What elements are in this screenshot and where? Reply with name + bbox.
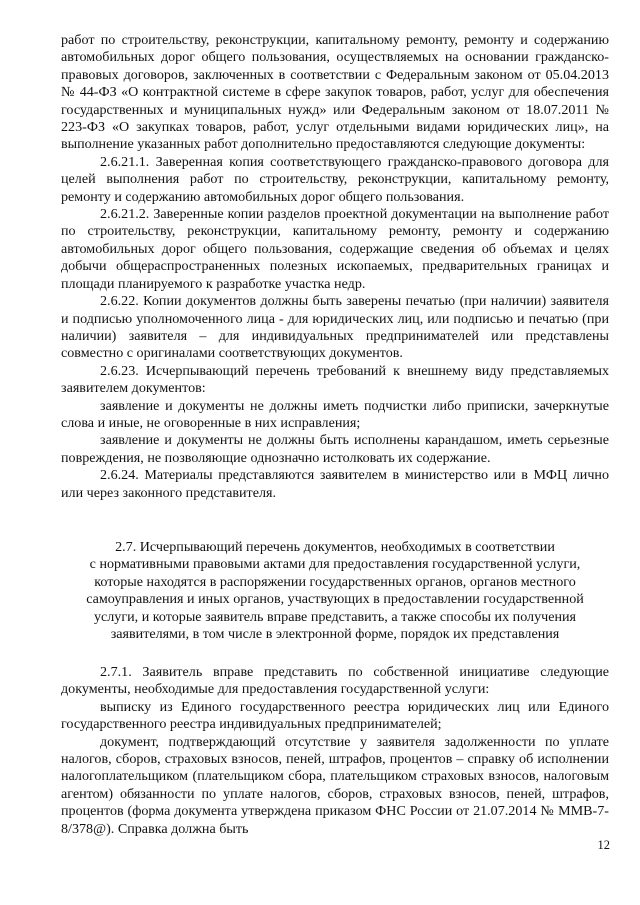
paragraph-2-6-23: 2.6.23. Исчерпывающий перечень требований к внешнему виду представляемых заявителем документов: (61, 362, 609, 397)
section-heading-line: 2.7. Исчерпывающий перечень документов, необходимых в соответствии (115, 539, 555, 555)
section-heading-line: с нормативными правовыми актами для предоставления государственной услуги, (89, 556, 581, 573)
section-heading-line: заявителями, в том числе в электронной форме, порядок их представления (110, 626, 560, 643)
document-body-bottom (61, 664, 609, 838)
paragraph-2-6-24: 2.6.24. Материалы представляются заявителем в министерство или в МФЦ лично или через законного представителя. (61, 467, 609, 501)
paragraph-2-6-21-2: 2.6.21.2. Заверенные копии разделов проектной документации на выполнение работ по строительству, реконструкции, капитальному ремонту, ремонту и содержанию автомобильных дорог общего пользования, содержащие сведения об объемах и целях добычи общераспространенных полезных ископаемых, предварительных границах и площади планируемого к разработке участка недр. (61, 206, 609, 292)
section-heading-2-7 (61, 539, 609, 643)
document-body-top (61, 32, 609, 502)
paragraph-2-7-1: 2.7.1. Заявитель вправе представить по собственной инициативе следующие документы, необходимые для предоставления государственной услуги: (61, 664, 609, 698)
paragraph-requirement-2: заявление и документы не должны быть исполнены карандашом, иметь серьезные повреждения, не позволяющие однозначно истолковать их содержание. (61, 432, 609, 466)
paragraph-egrul-extract: выписку из Единого государственного реестра юридических лиц или Единого государственного реестра индивидуальных предпринимателей; (61, 698, 609, 733)
section-heading-line: самоуправления и иных органов, участвующих в предоставлении государственной (86, 591, 584, 608)
paragraph-requirement-1: заявление и документы не должны иметь подчистки либо приписки, зачеркнутые слова и иные, не оговоренные в них исправления; (61, 397, 609, 431)
section-heading-line: которые находятся в распоряжении государственных органов, органов местного (94, 573, 576, 590)
paragraph-tax-certificate: документ, подтверждающий отсутствие у заявителя задолженности по уплате налогов, сборов, страховых взносов, пеней, штрафов, процентов – справку об исполнении налогоплательщиком (плательщиком сбора, плательщиком страховых взносов, налоговым агентом) обязанности по уплате налогов, сборов, страховых взносов, пеней, штрафов, процентов (форма документа утверждена приказом ФНС России от 21.07.2014 № ММВ-7-8/378@). Справка должна быть (61, 733, 609, 837)
paragraph-continuation: работ по строительству, реконструкции, капитальному ремонту, ремонту и содержанию автомобильных дорог общего пользования, осуществляемых на основании гражданско-правовых договоров, заключенных в соответствии с Федеральным законом от 05.04.2013 № 44-ФЗ «О контрактной системе в сфере закупок товаров, работ, услуг для обеспечения государственных и муниципальных нужд» или Федеральным законом от 18.07.2011 № 223-ФЗ «О закупках товаров, работ, услуг отдельными видами юридических лиц», на выполнение указанных работ дополнительно предоставляются следующие документы: (61, 32, 609, 153)
section-heading-line: услуги, и которые заявитель вправе представить, а также способы их получения (93, 608, 577, 625)
page-number: 12 (597, 838, 610, 852)
paragraph-2-6-21-1: 2.6.21.1. Заверенная копия соответствующего гражданско-правового договора для целей выполнения работ по строительству, реконструкции, капитальному ремонту, ремонту и содержанию автомобильных дорог общего пользования. (61, 153, 609, 205)
paragraph-2-6-22: 2.6.22. Копии документов должны быть заверены печатью (при наличии) заявителя и подписью уполномоченного лица - для юридических лиц, или подписью и печатью (при наличии) заявителя – для индивидуальных предпринимателей или представлены совместно с оригиналами соответствующих документов. (61, 293, 609, 362)
